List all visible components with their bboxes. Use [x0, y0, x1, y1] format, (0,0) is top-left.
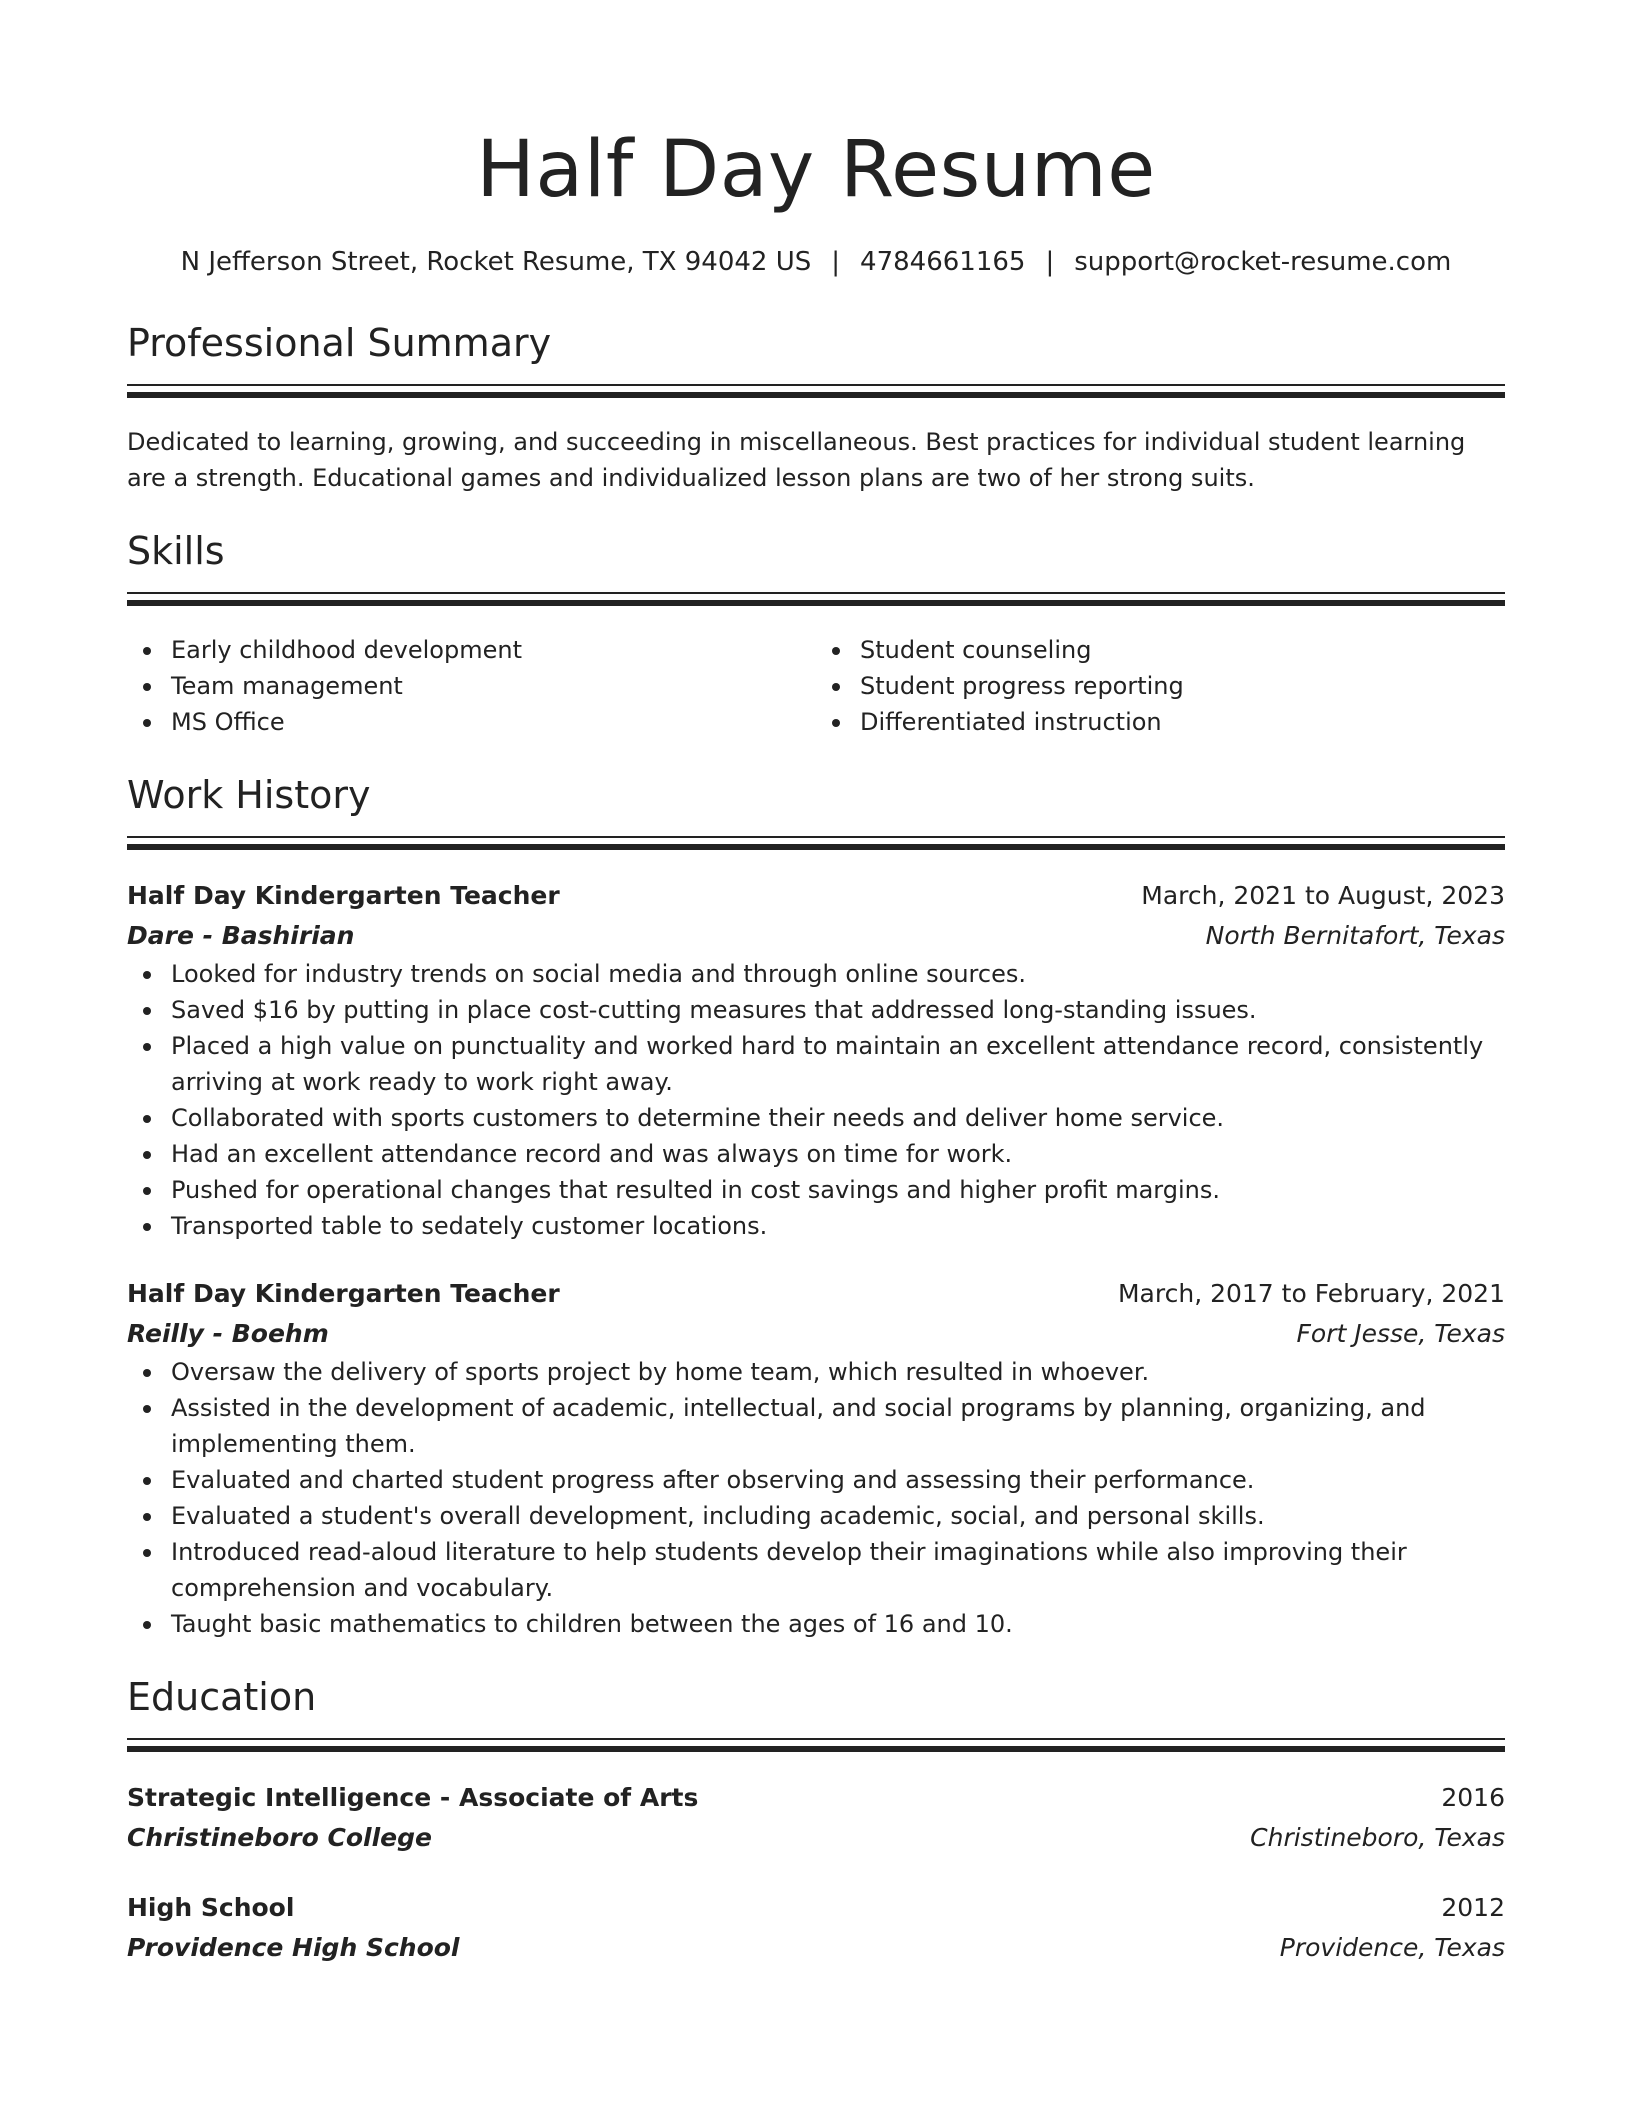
- contact-line: [127, 244, 1505, 280]
- job-bullet: Pushed for operational changes that resulted in cost savings and higher profit margins.: [127, 1172, 1505, 1208]
- work-history-section: [127, 770, 1505, 1642]
- job-company: Dare - Bashirian: [127, 921, 355, 950]
- skill-item: Differentiated instruction: [816, 704, 1505, 740]
- education-year: 2012: [1441, 1893, 1505, 1922]
- education-heading: Education: [127, 1675, 317, 1719]
- job-bullet: Oversaw the delivery of sports project by home team, which resulted in whoever.: [127, 1354, 1505, 1390]
- education-degree: High School: [127, 1893, 295, 1922]
- skill-item: Early childhood development: [127, 632, 816, 668]
- contact-phone: 4784661165: [860, 247, 1026, 277]
- contact-separator: |: [1045, 247, 1055, 277]
- resume-name: Half Day Resume: [476, 125, 1156, 215]
- job-location: North Bernitafort, Texas: [1205, 921, 1505, 950]
- education-location: Providence, Texas: [1279, 1933, 1505, 1962]
- skills-section: [127, 526, 1505, 740]
- summary-text: Dedicated to learning, growing, and succeeding in miscellaneous. Best practices for individual student learning are a strength. Educational games and individualized lesson plans are two of her strong suits.: [127, 428, 1466, 492]
- summary-heading: Professional Summary: [127, 321, 552, 365]
- job-entry: [127, 876, 1505, 1244]
- job-bullet: Taught basic mathematics to children between the ages of 16 and 10.: [127, 1606, 1505, 1642]
- job-bullet: Evaluated and charted student progress after observing and assessing their performance.: [127, 1462, 1505, 1498]
- summary-section: [127, 318, 1505, 496]
- skill-item: Student counseling: [816, 632, 1505, 668]
- job-bullet: Placed a high value on punctuality and worked hard to maintain an excellent attendance record, consistently arriving at work ready to work right away.: [127, 1028, 1505, 1100]
- contact-separator: |: [831, 247, 841, 277]
- job-title: Half Day Kindergarten Teacher: [127, 1279, 560, 1308]
- job-bullet-list: [127, 1354, 1505, 1642]
- skill-item: MS Office: [127, 704, 816, 740]
- education-school: Christineboro College: [127, 1823, 432, 1852]
- education-location: Christineboro, Texas: [1250, 1823, 1505, 1852]
- job-bullet: Had an excellent attendance record and was always on time for work.: [127, 1136, 1505, 1172]
- contact-address: N Jefferson Street, Rocket Resume, TX 94042 US: [180, 247, 812, 277]
- education-year: 2016: [1441, 1783, 1505, 1812]
- skills-heading: Skills: [127, 529, 225, 573]
- job-bullet: Assisted in the development of academic, intellectual, and social programs by planning, organizing, and implementing them.: [127, 1390, 1505, 1462]
- work-history-heading: Work History: [127, 773, 371, 817]
- job-bullet: Looked for industry trends on social media and through online sources.: [127, 956, 1505, 992]
- job-dates: March, 2017 to February, 2021: [1117, 1279, 1505, 1308]
- skill-item: Team management: [127, 668, 816, 704]
- section-divider: [127, 836, 1505, 842]
- section-divider: [127, 384, 1505, 390]
- job-entry: [127, 1274, 1505, 1642]
- contact-email: support@rocket-resume.com: [1074, 247, 1452, 277]
- job-bullet: Collaborated with sports customers to determine their needs and deliver home service.: [127, 1100, 1505, 1136]
- education-degree: Strategic Intelligence - Associate of Arts: [127, 1783, 699, 1812]
- job-title: Half Day Kindergarten Teacher: [127, 881, 560, 910]
- skills-column-right: [816, 632, 1505, 740]
- job-bullet: Transported table to sedately customer locations.: [127, 1208, 1505, 1244]
- job-bullet: Introduced read-aloud literature to help students develop their imaginations while also improving their comprehension and vocabulary.: [127, 1534, 1505, 1606]
- education-section: [127, 1672, 1505, 1968]
- job-bullet: Evaluated a student's overall development, including academic, social, and personal skills.: [127, 1498, 1505, 1534]
- job-bullet: Saved $16 by putting in place cost-cutting measures that addressed long-standing issues.: [127, 992, 1505, 1028]
- education-entry: [127, 1778, 1505, 1858]
- skills-column-left: [127, 632, 816, 740]
- job-location: Fort Jesse, Texas: [1296, 1319, 1505, 1348]
- section-divider: [127, 592, 1505, 598]
- education-entry: [127, 1888, 1505, 1968]
- job-bullet-list: [127, 956, 1505, 1244]
- skill-item: Student progress reporting: [816, 668, 1505, 704]
- education-school: Providence High School: [127, 1933, 460, 1962]
- job-dates: March, 2021 to August, 2023: [1141, 881, 1505, 910]
- skills-grid: [127, 632, 1505, 740]
- job-company: Reilly - Boehm: [127, 1319, 329, 1348]
- section-divider: [127, 1738, 1505, 1744]
